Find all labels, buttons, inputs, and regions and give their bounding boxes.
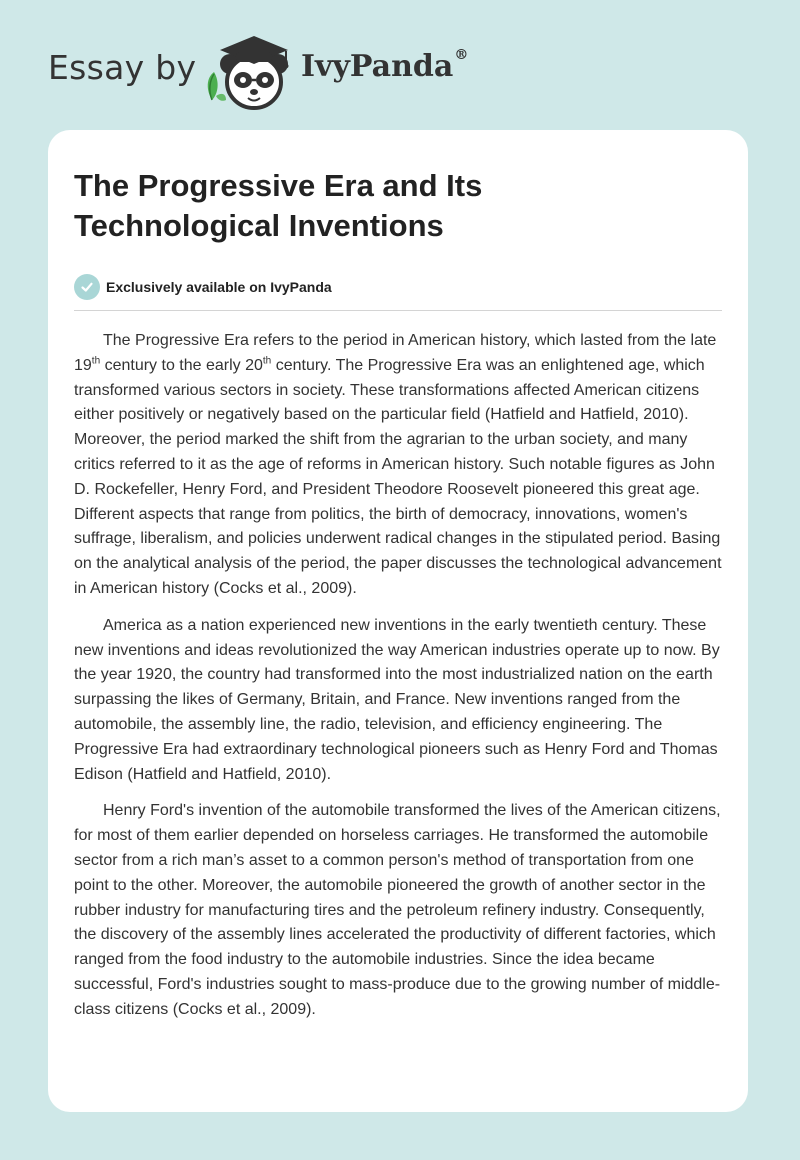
essay-body — [74, 329, 722, 1023]
paragraph-2: America as a nation experienced new inventions in the early twentieth century. These new inventions and ideas revolutionized the way American industries operate up to now. By the year 1920, the country had transformed into the most industrialized nation on the earth surpassing the likes of Germany, Britain, and France. New inventions ranged from the automobile, the assembly line, the radio, television, and efficiency engineering. The Progressive Era had extraordinary technological pioneers such as Henry Ford and Thomas Edison (Hatfield and Hatfield, 2010). — [74, 616, 720, 783]
check-icon — [74, 274, 100, 300]
exclusive-badge — [74, 274, 722, 300]
essay-card — [48, 130, 748, 1112]
brand-prefix: Essay by — [48, 48, 197, 87]
paragraph-1: The Progressive Era refers to the period in American history, which lasted from the late 19th century to the early 20th century. The Progressive Era was an enlightened age, which transformed various sectors in society. These transformations affected American citizens either positively or negatively based on the particular field (Hatfield and Hatfield, 2010). Moreover, the period marked the shift from the agrarian to the urban society, and many critics referred to it as the age of reforms in American history. Such notable figures as John D. Rockefeller, Henry Ford, and President Theodore Roosevelt pioneered this great age. Different aspects that range from politics, the birth of democracy, innovations, women's suffrage, liberalism, and policies underwent radical changes in the stipulated period. Basing on the analytical analysis of the period, the paper discusses the technological advancement in American history (Cocks et al., 2009). — [74, 332, 722, 597]
superscript: th — [262, 355, 272, 367]
panda-graduate-icon — [200, 34, 296, 114]
essay-title: The Progressive Era and Its Technological Inventions — [74, 168, 483, 243]
site-header — [48, 34, 488, 114]
registered-mark: ® — [454, 47, 469, 63]
superscript: th — [91, 355, 101, 367]
brand-name: IvyPanda® — [301, 47, 469, 84]
badge-label: Exclusively available on IvyPanda — [106, 279, 332, 295]
paragraph-3: Henry Ford's invention of the automobile transformed the lives of the American citizens, for most of them earlier depended on horseless carriages. He transformed the automobile sector from a rich man’s asset to a common person's method of transportation from one point to the other. Moreover, the automobile pioneered the growth of another sector in the rubber industry for manufacturing tires and the petroleum refinery industry. Consequently, the discovery of the assembly lines accelerated the productivity of different factories, which ranged from the food industry to the automobile industries. Since the idea became successful, Ford's industries sought to mass-produce due to the growing number of middle-class citizens (Cocks et al., 2009). — [74, 802, 721, 1018]
divider — [74, 310, 722, 311]
